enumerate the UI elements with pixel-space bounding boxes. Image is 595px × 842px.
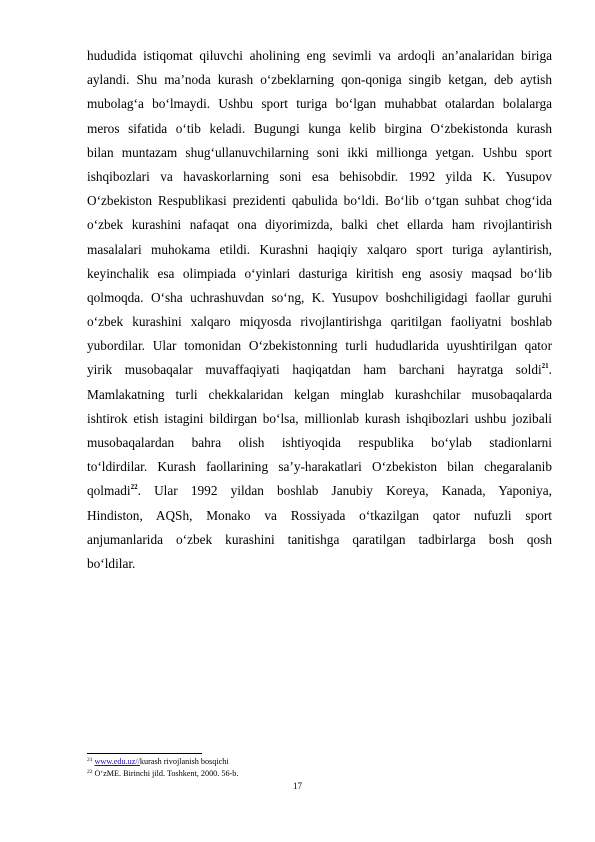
text-line: hududida istiqomat qiluvchi aholining eng sevimli va ardoqli anʼanalaridan biriga bbox=[87, 48, 552, 63]
page-number: 17 bbox=[293, 781, 302, 791]
text-line-with-footnote-ref bbox=[87, 479, 552, 503]
text-line: Oʻzbekiston Respublikasi prezidenti qabulida boʻldi. Boʻlib oʻtgan suhbat chogʻida bbox=[87, 193, 552, 209]
body-paragraph bbox=[87, 44, 552, 576]
text-line: toʻldirdilar. Kurash faollarining saʼy-harakatlari Oʻzbekiston bilan chegaralanib bbox=[87, 459, 552, 475]
text-line: masalalari muhokama etildi. Kurashni haqiqiy xalqaro sport turiga aylantirish, bbox=[87, 241, 552, 257]
text-line: keyinchalik esa olimpiada oʻyinlari dasturiga kiritish eng asosiy maqsad boʻlib bbox=[87, 265, 552, 281]
footnote-ref-21[interactable]: 21 bbox=[541, 362, 549, 371]
footnote-22 bbox=[87, 768, 552, 780]
text-line: musobaqalardan bahra olish ishtiyoqida respublika boʻylab stadionlarni bbox=[87, 435, 552, 450]
line-text: . bbox=[548, 362, 552, 378]
text-line: mubolagʻa boʻlmaydi. Ushbu sport turiga boʻlgan muhabbat otalardan bolalarga bbox=[87, 96, 552, 112]
text-line: meros sifatida oʻtib keladi. Bugungi kunga kelib birgina Oʻzbekistonda kurash bbox=[87, 120, 552, 136]
footnote-text: OʻzME. Birinchi jild. Toshkent, 2000. 56-b. bbox=[94, 769, 239, 778]
text-line: ishtirok etish istagini bildirgan boʻlsa, millionlab kurash ishqibozlari ushbu jozibali bbox=[87, 410, 552, 426]
footnote-21 bbox=[87, 756, 552, 768]
line-text: qolmadi bbox=[87, 483, 131, 499]
line-text: yirik musobaqalar muvaffaqiyati haqiqatdan ham barchani hayratga soldi bbox=[87, 362, 542, 378]
text-line: oʻzbek kurashini nafaqat ona diyorimizda, balki chet ellarda ham rivojlantirish bbox=[87, 217, 552, 233]
text-line: oʻzbek kurashini xalqaro miqyosda rivojlantirishga qaritilgan faoliyatni boshlab bbox=[87, 314, 552, 330]
footnote-text: kurash rivojlanish bosqichi bbox=[139, 757, 229, 766]
text-line: aylandi. Shu maʼnoda kurash oʻzbeklarning qon-qoniga singib ketgan, deb aytish bbox=[87, 72, 552, 88]
footnote-ref-22[interactable]: 22 bbox=[130, 483, 138, 492]
text-line: Hindiston, AQSh, Monako va Rossiyada oʻtkazilgan qator nufuzli sport bbox=[87, 507, 552, 523]
text-line: Mamlakatning turli chekkalaridan kelgan minglab kurashchilar musobaqalarda bbox=[87, 386, 552, 402]
text-line: yubordilar. Ular tomonidan Oʻzbekistonning turli hududlarida uyushtirilgan qator bbox=[87, 338, 552, 354]
text-line: anjumanlarida oʻzbek kurashini tanitishga qaratilgan tadbirlarga bosh qosh bbox=[87, 531, 552, 547]
footnote-separator bbox=[87, 753, 202, 754]
text-line-last: boʻldilar. bbox=[87, 555, 136, 571]
footnote-link[interactable]: www.edu.uz// bbox=[94, 757, 140, 766]
text-line: bilan muntazam shugʻullanuvchilarning soni ikki millionga yetgan. Ushbu sport bbox=[87, 144, 552, 160]
footnote-number: 21 bbox=[87, 757, 93, 763]
line-text: . Ular 1992 yildan boshlab Janubiy Koreya, Kanada, Yaponiya, bbox=[137, 483, 552, 499]
footnotes bbox=[87, 756, 552, 780]
text-line: ishqibozlari va havaskorlarning soni esa behisobdir. 1992 yilda K. Yusupov bbox=[87, 168, 552, 184]
footnote-number: 22 bbox=[87, 769, 93, 775]
text-line: qolmoqda. Oʻsha uchrashuvdan soʻng, K. Yusupov boshchiligidagi faollar guruhi bbox=[87, 289, 552, 305]
text-line-with-footnote-ref bbox=[87, 358, 552, 382]
